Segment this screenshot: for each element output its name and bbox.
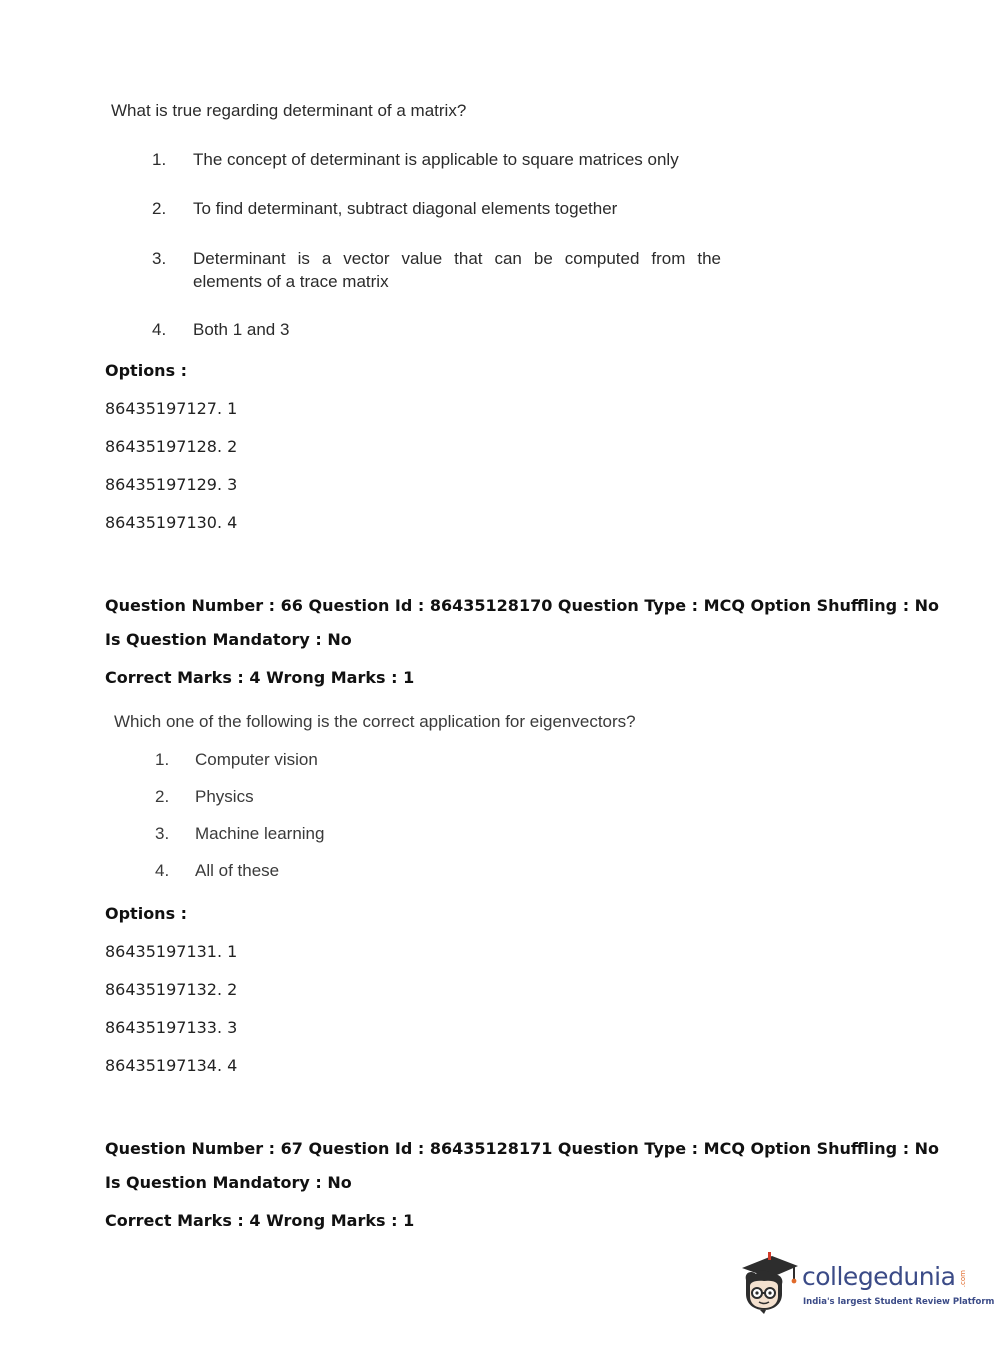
question-67-meta: Question Number : 67 Question Id : 86435128171 Question Type : MCQ Option Shuffling : No (105, 1139, 940, 1158)
choice-number: 2. (155, 787, 170, 806)
question-66-stem: Which one of the following is the correct application for eigenvectors? (114, 712, 636, 731)
option-row: 86435197130. 4 (105, 513, 238, 532)
option-row: 86435197133. 3 (105, 1018, 238, 1037)
options-label: Options : (105, 904, 188, 923)
question-67-marks: Correct Marks : 4 Wrong Marks : 1 (105, 1211, 415, 1230)
question-66-meta: Question Number : 66 Question Id : 86435128170 Question Type : MCQ Option Shuffling : No (105, 596, 940, 615)
mascot-graduate-icon (738, 1250, 800, 1314)
option-row: 86435197134. 4 (105, 1056, 238, 1075)
choice-text: To find determinant, subtract diagonal elements together (193, 199, 618, 218)
option-row: 86435197127. 1 (105, 399, 238, 418)
choice-number: 3. (152, 249, 167, 268)
choice-text: Machine learning (195, 824, 325, 843)
option-row: 86435197131. 1 (105, 942, 238, 961)
option-row: 86435197128. 2 (105, 437, 238, 456)
question-66-mandatory: Is Question Mandatory : No (105, 630, 352, 649)
choice-text: All of these (195, 861, 280, 880)
choice-text-line-1: Determinant is a vector value that can be computed from the (193, 249, 721, 268)
collegedunia-logo (738, 1246, 995, 1318)
choice-number: 2. (152, 199, 167, 218)
logo-tagline: India's largest Student Review Platform (803, 1297, 995, 1307)
question-65-stem: What is true regarding determinant of a matrix? (111, 101, 467, 120)
choice-number: 4. (152, 320, 167, 339)
choice-number: 1. (152, 150, 167, 169)
choice-text: The concept of determinant is applicable to square matrices only (193, 150, 679, 169)
logo-brand-name: collegedunia (802, 1262, 956, 1291)
options-label: Options : (105, 361, 188, 380)
choice-text: Both 1 and 3 (193, 320, 290, 339)
choice-text: Computer vision (195, 750, 318, 769)
choice-text-line-2: elements of a trace matrix (193, 272, 389, 291)
option-row: 86435197129. 3 (105, 475, 238, 494)
question-67-mandatory: Is Question Mandatory : No (105, 1173, 352, 1192)
question-66-marks: Correct Marks : 4 Wrong Marks : 1 (105, 668, 415, 687)
choice-text: Physics (195, 787, 254, 806)
choice-number: 4. (155, 861, 170, 880)
choice-number: 1. (155, 750, 170, 769)
logo-dotcom: .com (959, 1270, 967, 1288)
option-row: 86435197132. 2 (105, 980, 238, 999)
choice-number: 3. (155, 824, 170, 843)
